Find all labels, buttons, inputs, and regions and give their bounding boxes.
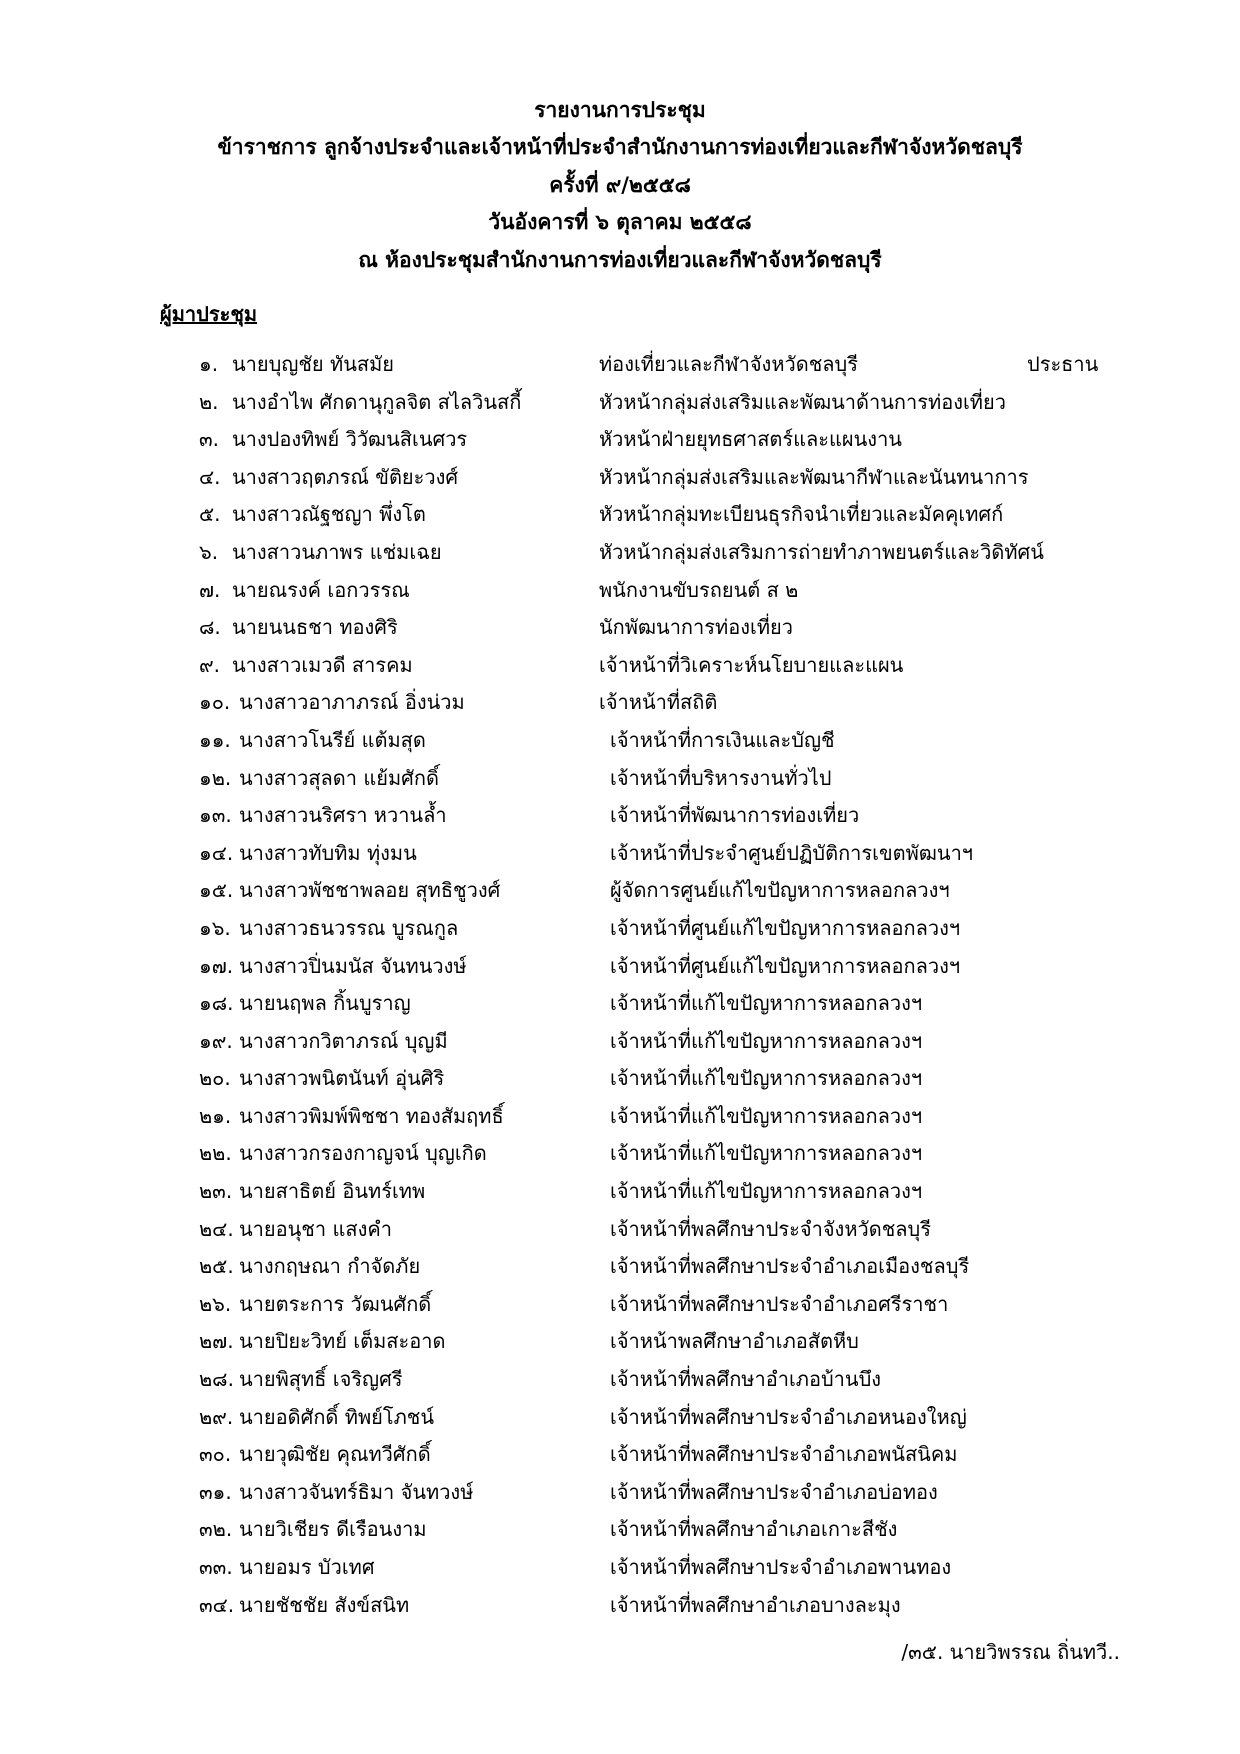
attendee-row xyxy=(0,1169,1240,1207)
attendee-name: นางสาวธนวรรณ บูรณกูล xyxy=(239,915,459,940)
attendee-row xyxy=(0,455,1240,493)
continuation-note: /๓๕. นายวิพรรณ ถิ่นทวี.. xyxy=(901,1640,1120,1664)
attendee-list xyxy=(0,342,1240,1620)
attendee-name: นายวิเชียร ดีเรือนงาม xyxy=(239,1517,427,1542)
attendee-position: เจ้าหน้าที่ศูนย์แก้ไขปัญหาการหลอกลวงฯ xyxy=(610,953,961,978)
attendee-name: นายณรงค์ เอกวรรณ xyxy=(232,577,410,602)
attendee-row xyxy=(0,1432,1240,1470)
attendee-name: นายปิยะวิทย์ เต็มสะอาด xyxy=(239,1329,446,1354)
attendee-name: นางสาวจันทร์ธิมา จันทวงษ์ xyxy=(239,1479,474,1504)
attendee-number: ๗. xyxy=(199,577,221,602)
attendee-row xyxy=(0,380,1240,418)
attendees-section-label: ผู้มาประชุม xyxy=(160,302,258,326)
attendee-position: เจ้าหน้าที่แก้ไขปัญหาการหลอกลวงฯ xyxy=(610,1028,923,1053)
attendee-number: ๑๕. xyxy=(199,878,234,903)
attendee-number: ๑๗. xyxy=(199,953,234,978)
attendee-position: เจ้าหน้าที่พัฒนาการท่องเที่ยว xyxy=(610,803,860,828)
attendee-number: ๒๕. xyxy=(199,1254,234,1279)
attendee-number: ๓. xyxy=(199,427,220,452)
attendee-row xyxy=(0,1056,1240,1094)
attendee-number: ๒๐. xyxy=(199,1066,231,1091)
attendee-row xyxy=(0,756,1240,794)
attendee-position: หัวหน้าฝ่ายยุทธศาสตร์และแผนงาน xyxy=(599,427,902,452)
attendee-position: เจ้าหน้าที่พลศึกษาประจำอำเภอเมืองชลบุรี xyxy=(610,1254,970,1279)
attendee-row xyxy=(0,680,1240,718)
attendee-position: เจ้าหน้าที่พลศึกษาประจำอำเภอพานทอง xyxy=(610,1555,952,1579)
attendee-row xyxy=(0,1282,1240,1320)
attendee-name: นางสาวปิ่นมนัส จันทนวงษ์ xyxy=(239,953,467,978)
attendee-name: นายสาธิตย์ อินทร์เทพ xyxy=(239,1179,426,1204)
attendee-number: ๑๙. xyxy=(199,1028,233,1053)
attendee-row xyxy=(0,868,1240,906)
attendee-number: ๑๑. xyxy=(199,727,231,752)
attendee-number: ๒๑. xyxy=(199,1103,232,1128)
attendee-position: เจ้าหน้าพลศึกษาอำเภอสัตหีบ xyxy=(610,1329,859,1354)
attendee-position: หัวหน้ากลุ่มส่งเสริมและพัฒนากีฬาและนันทนาการ xyxy=(599,464,1029,489)
report-title: รายงานการประชุม xyxy=(534,98,706,122)
attendee-name: นายพิสุทธิ์ เจริญศรี xyxy=(239,1367,403,1392)
attendee-number: ๑๘. xyxy=(199,991,234,1016)
attendee-number: ๔. xyxy=(199,464,221,489)
attendee-row xyxy=(0,1244,1240,1282)
attendee-position: เจ้าหน้าที่บริหารงานทั่วไป xyxy=(610,765,832,790)
attendee-row xyxy=(0,944,1240,982)
attendee-row xyxy=(0,1131,1240,1169)
attendee-position: หัวหน้ากลุ่มทะเบียนธุรกิจนำเที่ยวและมัคคุเทศก์ xyxy=(599,502,1004,527)
attendee-number: ๓๓. xyxy=(199,1555,233,1579)
attendee-name: นายวุฒิชัย คุณทวีศักดิ์ xyxy=(239,1442,431,1467)
attendee-number: ๒๘. xyxy=(199,1367,234,1392)
attendee-number: ๙. xyxy=(199,652,221,677)
attendee-number: ๓๔. xyxy=(199,1592,235,1617)
attendee-position: เจ้าหน้าที่สถิติ xyxy=(599,690,718,715)
attendee-name: นางสาวนริศรา หวานล้ำ xyxy=(239,803,447,828)
attendee-position: หัวหน้ากลุ่มส่งเสริมและพัฒนาด้านการท่องเที่ยว xyxy=(599,389,1006,414)
attendee-row xyxy=(0,1207,1240,1245)
attendee-number: ๒๒. xyxy=(199,1141,232,1166)
attendee-name: นายชัชชัย สังข์สนิท xyxy=(239,1592,410,1617)
attendee-position: เจ้าหน้าที่พลศึกษาอำเภอบ้านบึง xyxy=(610,1367,882,1392)
attendee-row xyxy=(0,1545,1240,1583)
attendee-number: ๑๒. xyxy=(199,765,232,790)
attendee-name: นางสาวกวิตาภรณ์ บุญมี xyxy=(239,1028,448,1053)
attendee-number: ๖. xyxy=(199,539,219,564)
attendee-row xyxy=(0,1019,1240,1057)
meeting-date: วันอังคารที่ ๖ ตุลาคม ๒๕๕๘ xyxy=(488,210,752,235)
attendee-position: เจ้าหน้าที่แก้ไขปัญหาการหลอกลวงฯ xyxy=(610,1066,923,1091)
attendee-row xyxy=(0,981,1240,1019)
attendee-number: ๓๒. xyxy=(199,1517,233,1542)
attendee-name: นายอมร บัวเทศ xyxy=(239,1555,375,1579)
attendee-row xyxy=(0,906,1240,944)
attendee-name: นางสาวเมวดี สารคม xyxy=(232,652,413,677)
attendee-position: เจ้าหน้าที่พลศึกษาอำเภอบางละมุง xyxy=(610,1592,901,1617)
attendee-name: นางสาวกรองกาญจน์ บุญเกิด xyxy=(239,1141,487,1166)
attendee-name: นายบุญชัย ทันสมัย xyxy=(232,352,394,376)
attendee-row xyxy=(0,568,1240,606)
attendee-position: เจ้าหน้าที่พลศึกษาประจำจังหวัดชลบุรี xyxy=(610,1216,931,1241)
attendee-position: เจ้าหน้าที่แก้ไขปัญหาการหลอกลวงฯ xyxy=(610,1141,923,1166)
attendee-name: นางสาวพัชชาพลอย สุทธิชูวงศ์ xyxy=(239,878,501,903)
attendee-row xyxy=(0,1395,1240,1433)
meeting-participants-title: ข้าราชการ ลูกจ้างประจำและเจ้าหน้าที่ประจำสำนักงานการท่องเที่ยวและกีฬาจังหวัดชลบุรี xyxy=(217,135,1023,160)
attendee-position: ท่องเที่ยวและกีฬาจังหวัดชลบุรี xyxy=(599,352,858,376)
attendee-number: ๒๔. xyxy=(199,1216,234,1241)
attendee-position: เจ้าหน้าที่พลศึกษาประจำอำเภอพนัสนิคม xyxy=(610,1442,958,1467)
attendee-position: นักพัฒนาการท่องเที่ยว xyxy=(599,615,793,640)
attendee-number: ๘. xyxy=(199,615,221,640)
attendee-position: เจ้าหน้าที่การเงินและบัญชี xyxy=(610,727,835,752)
attendee-position: เจ้าหน้าที่พลศึกษาประจำอำเภอหนองใหญ่ xyxy=(610,1404,967,1429)
attendee-name: นายอดิศักดิ์ ทิพย์โภชน์ xyxy=(239,1404,435,1429)
attendee-name: นางปองทิพย์ วิวัฒนสิเนศวร xyxy=(232,427,468,452)
attendee-row xyxy=(0,1319,1240,1357)
attendee-row xyxy=(0,1094,1240,1132)
meeting-number: ครั้งที่ ๙/๒๕๕๘ xyxy=(549,172,691,197)
attendee-position: พนักงานขับรถยนต์ ส ๒ xyxy=(599,577,799,602)
attendee-row xyxy=(0,1583,1240,1621)
attendee-position: เจ้าหน้าที่แก้ไขปัญหาการหลอกลวงฯ xyxy=(610,1179,923,1204)
attendee-row xyxy=(0,605,1240,643)
attendee-position: เจ้าหน้าที่พลศึกษาประจำอำเภอบ่อทอง xyxy=(610,1479,938,1504)
attendee-row xyxy=(0,718,1240,756)
attendee-position: เจ้าหน้าที่แก้ไขปัญหาการหลอกลวงฯ xyxy=(610,991,923,1016)
attendee-row xyxy=(0,1507,1240,1545)
attendee-row xyxy=(0,831,1240,869)
attendee-position: เจ้าหน้าที่ศูนย์แก้ไขปัญหาการหลอกลวงฯ xyxy=(610,915,961,940)
attendee-name: นางสาวทับทิม ทุ่งมน xyxy=(239,840,417,865)
attendee-position: เจ้าหน้าที่ประจำศูนย์ปฏิบัติการเขตพัฒนาฯ xyxy=(610,840,974,865)
document-header xyxy=(0,92,1240,279)
attendee-number: ๑๓. xyxy=(199,803,232,828)
attendee-name: นางสาวอาภาภรณ์ อิ่งน่วม xyxy=(239,690,465,715)
attendee-number: ๒. xyxy=(199,389,219,414)
attendee-position: ผู้จัดการศูนย์แก้ไขปัญหาการหลอกลวงฯ xyxy=(610,878,950,903)
attendee-number: ๓๐. xyxy=(199,1442,232,1467)
attendee-name: นางสาวโนรีย์ แต้มสุด xyxy=(239,727,426,752)
meeting-location: ณ ห้องประชุมสำนักงานการท่องเที่ยวและกีฬาจังหวัดชลบุรี xyxy=(358,247,882,272)
attendee-number: ๒๗. xyxy=(199,1329,234,1354)
attendee-name: นางสาวพิมพ์พิชชา ทองสัมฤทธิ์ xyxy=(239,1103,504,1128)
attendee-position: เจ้าหน้าที่แก้ไขปัญหาการหลอกลวงฯ xyxy=(610,1103,923,1128)
attendee-number: ๕. xyxy=(199,502,221,527)
attendee-name: นางอำไพ ศักดานุกูลจิต สไลวินสกี้ xyxy=(232,389,522,414)
attendee-name: นางสาวนภาพร แช่มเฉย xyxy=(232,539,442,564)
attendee-row xyxy=(0,492,1240,530)
attendee-number: ๑๐. xyxy=(199,690,231,715)
attendee-name: นางสาวสุลดา แย้มศักดิ์ xyxy=(239,765,439,790)
attendee-row xyxy=(0,342,1240,380)
attendee-name: นายตระการ วัฒนศักดิ์ xyxy=(239,1291,432,1316)
attendee-position: เจ้าหน้าที่พลศึกษาประจำอำเภอศรีราชา xyxy=(610,1291,949,1316)
attendee-row xyxy=(0,1470,1240,1508)
attendee-number: ๒๙. xyxy=(199,1404,234,1429)
attendee-name: นายนนธชา ทองศิริ xyxy=(232,615,398,640)
attendee-row xyxy=(0,643,1240,681)
attendee-number: ๑๔. xyxy=(199,840,234,865)
attendee-name: นางสาวพนิตนันท์ อุ่นศิริ xyxy=(239,1066,445,1091)
attendee-number: ๒๓. xyxy=(199,1179,233,1204)
attendee-name: นายนฤพล กิ้นบูราญ xyxy=(239,991,411,1016)
attendee-number: ๑. xyxy=(199,352,219,376)
attendee-position: เจ้าหน้าที่พลศึกษาอำเภอเกาะสีชัง xyxy=(610,1517,898,1542)
attendee-name: นางสาวฤตภรณ์ ขัติยะวงศ์ xyxy=(232,464,459,489)
attendee-number: ๑๖. xyxy=(199,915,231,940)
attendee-row xyxy=(0,530,1240,568)
attendee-role: ประธาน xyxy=(1027,352,1099,376)
attendee-row xyxy=(0,417,1240,455)
attendee-name: นายอนุชา แสงคำ xyxy=(239,1216,392,1241)
attendee-number: ๒๖. xyxy=(199,1291,232,1316)
attendee-row xyxy=(0,1357,1240,1395)
attendee-name: นางกฤษณา กำจัดภัย xyxy=(239,1254,421,1279)
attendee-row xyxy=(0,793,1240,831)
attendee-number: ๓๑. xyxy=(199,1479,232,1504)
attendee-position: หัวหน้ากลุ่มส่งเสริมการถ่ายทำภาพยนตร์และวิดิทัศน์ xyxy=(599,539,1044,564)
attendee-position: เจ้าหน้าที่วิเคราะห์นโยบายและแผน xyxy=(599,652,904,677)
attendee-name: นางสาวณัฐชญา พึ่งโต xyxy=(232,502,426,527)
